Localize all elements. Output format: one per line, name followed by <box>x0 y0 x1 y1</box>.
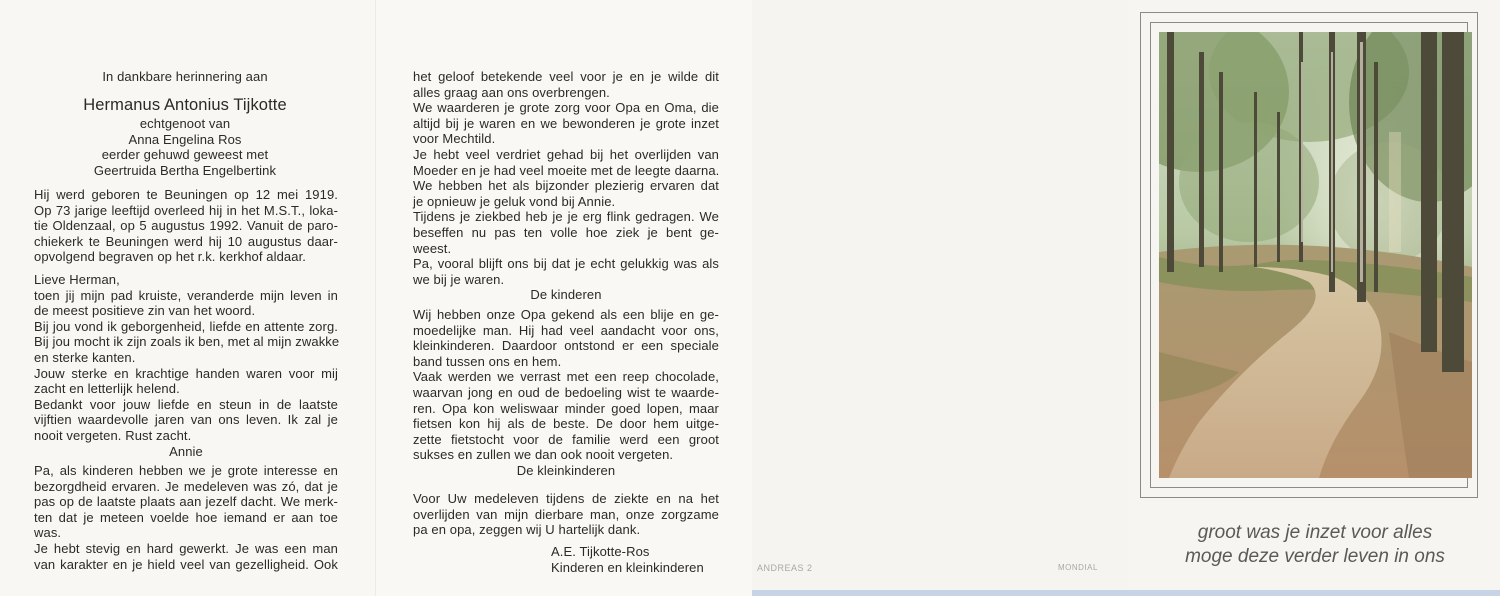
deceased-name: Hermanus Antonius Tijkotte <box>83 96 287 114</box>
poem-block <box>1150 521 1480 569</box>
relation-line: eerder gehuwd geweest met <box>101 147 269 163</box>
forest-path-photo <box>1159 32 1472 478</box>
intro-block <box>34 69 336 85</box>
letter-paragraph: Lieve Herman, toen jij mijn pad kruiste, veranderde mijn leven in de meest positieve zin van het woord. Bij jou vond ik geborgenheid, liefde en attente zorg. Bij jou mocht ik zijn zoals ik ben, met al mijn zwakke en sterke kanten. Jouw sterke en krachtige handen waren voor mij zacht en letterlijk helend. Bedankt voor jouw liefde en steun in de laatste vijftien waardevolle jaren van ons leven. Ik zal je nooit vergeten. Rust zacht. Annie <box>34 272 340 459</box>
publisher-mark: ANDREAS 2 <box>757 563 813 573</box>
relation-line: Anna Engelina Ros <box>128 131 242 147</box>
children-signature: De kinderen <box>530 287 602 303</box>
grandchildren-paragraph: Wij hebben onze Opa gekend als een blije en ge- moedelijke man. Hij had veel aandacht voor ons, kleinkinderen. Daardoor ontstond er een speciale band tussen ons en hem. Vaak werden we verrast met een reep chocolade, waarvan jong en oud de bedoeling wist te waarde- ren. Opa kon weliswaar minder goed lopen, maar fietsen kon hij als de beste. De door hem uitge- zette fietstocht voor de familie werd een groot sukses en zullen we dan ook nooit vergeten. De kleinkinderen <box>413 307 719 478</box>
series-mark: MONDIAL <box>1058 563 1098 572</box>
letter-signature: Annie <box>169 443 203 459</box>
thanks-paragraph: Voor Uw medeleven tijdens de ziekte en na het overlijden van mijn dierbare man, onze zorgzame pa en opa, zeggen wij U hartelijk dank. <box>413 491 719 538</box>
panel-blank <box>752 0 1128 596</box>
signature-name: A.E. Tijkotte-Ros <box>551 544 650 559</box>
relation-line: Geertruida Bertha Engelbertink <box>93 162 277 178</box>
grandchildren-signature: De kleinkinderen <box>516 462 616 478</box>
bio-paragraph: Hij werd geboren te Beuningen op 12 mei 1919. Op 73 jarige leeftijd overleed hij in het M.S.T., loka- tie Oldenzaal, op 5 augustus 1992. Vanuit de paro- chiekerk te Beuningen werd hij 10 augustus daar- opvolgend begraven op het r.k. kerkhof aldaar. <box>34 187 338 265</box>
poem-line: groot was je inzet voor alles <box>1197 522 1433 543</box>
poem-line: moge deze verder leven in ons <box>1185 546 1445 567</box>
signature-family: Kinderen en kleinkinderen <box>551 559 704 575</box>
pa-paragraph: Pa, als kinderen hebben we je grote interesse en bezorgdheid ervaren. Je medeleven was zó, dat je pas op de laatste plaats aan jezelf dacht. We merk- ten dat je meteen voelde hoe iemand er aan toe was. Je hebt stevig en hard gewerkt. Je was een man van karakter en je hield veel van gezelligheid. Ook <box>34 463 338 572</box>
relation-line: echtgenoot van <box>139 116 231 131</box>
bottom-strip <box>752 590 1500 596</box>
children-paragraph: het geloof betekende veel voor je en je wilde dit alles graag aan ons overbrengen. We waarderen je grote zorg voor Opa en Oma, die altijd bij je waren en we bewonderen je grote inzet voor Mechtild. Je hebt veel verdriet gehad bij het overlijden van Moeder en je had veel moeite met de leegte daarna. We hebben het als bijzonder plezierig ervaren dat je opnieuw je geluk vond bij Annie. Tijdens je ziekbed heb je je erg flink gedragen. We beseffen nu pas ten volle hoe ziek je bent ge- weest. Pa, vooral blijft ons bij dat je echt gelukkig was als we bij je waren. De kinderen <box>413 69 720 303</box>
intro-line: In dankbare herinnering aan <box>102 69 268 84</box>
signature-block <box>551 544 721 575</box>
relations-block <box>34 116 336 178</box>
